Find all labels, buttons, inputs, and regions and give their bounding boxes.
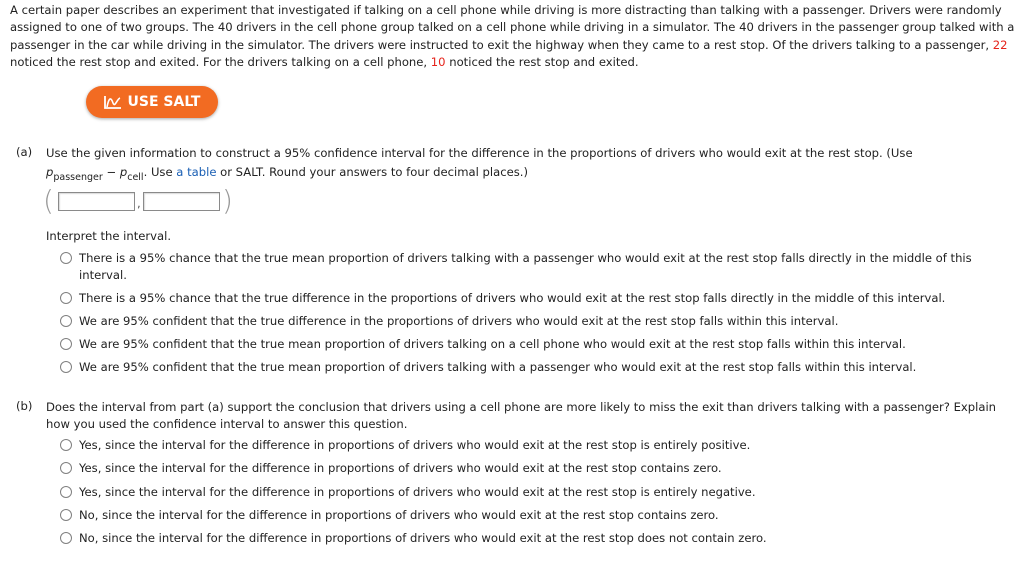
problem-statement: [10, 2, 1016, 71]
part-a-option-3[interactable]: [60, 313, 838, 330]
interpret-label: Interpret the interval.: [46, 229, 172, 243]
part-a-formula: $p_{passenger} - p_{cell}$. Use a table or SALT. Round your answers to four decimal places.): [46, 165, 528, 183]
option-label: Yes, since the interval for the difference in proportions of drivers who would exit at the rest stop is entirely positive.: [79, 438, 751, 452]
part-a-question: Use the given information to construct a 95% confidence interval for the difference in the proportions of drivers who would exit at the rest stop. (Use: [46, 146, 913, 160]
passenger-count: 22: [992, 37, 1008, 52]
part-b-label: (b): [16, 399, 33, 413]
option-label: There is a 95% chance that the true difference in the proportions of drivers who would exit at the rest stop falls directly in the middle of this interval.: [79, 291, 946, 305]
formula-subscript-cell: cell: [127, 172, 144, 183]
part-a-label: (a): [16, 145, 33, 159]
radio-button[interactable]: [60, 439, 72, 451]
open-paren: (: [43, 184, 54, 217]
part-b-option-4[interactable]: [60, 507, 719, 524]
option-label: No, since the interval for the difference in proportions of drivers who would exit at the rest stop contains zero.: [79, 508, 719, 522]
option-label: Yes, since the interval for the difference in proportions of drivers who would exit at the rest stop is entirely negative.: [79, 485, 756, 499]
intro-text-2: noticed the rest stop and exited. For the drivers talking on a cell phone,: [10, 54, 431, 69]
radio-button[interactable]: [60, 252, 72, 264]
option-label: We are 95% confident that the true difference in the proportions of drivers who would exit at the rest stop falls within this interval.: [79, 314, 839, 328]
salt-graph-icon: [104, 95, 122, 109]
close-paren: ): [222, 184, 233, 217]
upper-bound-input[interactable]: [144, 193, 219, 210]
option-label: We are 95% confident that the true mean proportion of drivers talking on a cell phone who would exit at the rest stop falls within this interval.: [79, 337, 906, 351]
interval-comma: ,: [137, 196, 141, 210]
part-b-option-5[interactable]: [60, 530, 767, 547]
use-salt-button[interactable]: [86, 86, 218, 118]
radio-button[interactable]: [60, 486, 72, 498]
radio-button[interactable]: [60, 315, 72, 327]
radio-button[interactable]: [60, 532, 72, 544]
part-a-option-4[interactable]: [60, 336, 906, 353]
part-b-option-3[interactable]: [60, 484, 756, 501]
radio-button[interactable]: [60, 462, 72, 474]
radio-button[interactable]: [60, 338, 72, 350]
upper-bound-input-box[interactable]: [143, 192, 220, 211]
option-label: There is a 95% chance that the true mean proportion of drivers talking with a passenger who would exit at the rest stop falls directly in the middle of this interval.: [79, 251, 972, 282]
lower-bound-input-box[interactable]: [58, 192, 135, 211]
part-a-option-1[interactable]: [60, 250, 990, 283]
option-label: We are 95% confident that the true mean proportion of drivers talking with a passenger who would exit at the rest stop falls within this interval.: [79, 360, 917, 374]
lower-bound-input[interactable]: [59, 193, 134, 210]
part-b-question: Does the interval from part (a) support the conclusion that drivers using a cell phone are more likely to miss the exit than drivers talking with a passenger? Explain how you used the confidence interval to answer this question.: [46, 400, 997, 432]
table-link[interactable]: a table: [176, 165, 217, 179]
part-a-option-5[interactable]: [60, 359, 916, 376]
radio-button[interactable]: [60, 292, 72, 304]
option-label: Yes, since the interval for the difference in proportions of drivers who would exit at the rest stop contains zero.: [79, 461, 722, 475]
radio-button[interactable]: [60, 509, 72, 521]
formula-subscript-passenger: passenger: [53, 172, 103, 183]
cell-count: 10: [430, 54, 446, 69]
part-b-option-2[interactable]: [60, 460, 722, 477]
option-label: No, since the interval for the difference in proportions of drivers who would exit at the rest stop does not contain zero.: [79, 531, 767, 545]
use-salt-label: USE SALT: [127, 94, 201, 110]
part-b-option-1[interactable]: [60, 437, 750, 454]
radio-button[interactable]: [60, 361, 72, 373]
intro-text-1: A certain paper describes an experiment that investigated if talking on a cell phone while driving is more distracting than talking with a passenger. Drivers were randomly assigned to one of two groups. The 40 drivers in the cell phone group talked on a cell phone while driving in a simulator. The 40 drivers in the passenger group talked with a passenger in the car while driving in the simulator. The drivers were instructed to exit the highway when they came to a rest stop. Of the drivers talking to a passenger,: [10, 3, 1015, 52]
part-a-option-2[interactable]: [60, 290, 945, 307]
intro-text-3: noticed the rest stop and exited.: [445, 54, 639, 69]
